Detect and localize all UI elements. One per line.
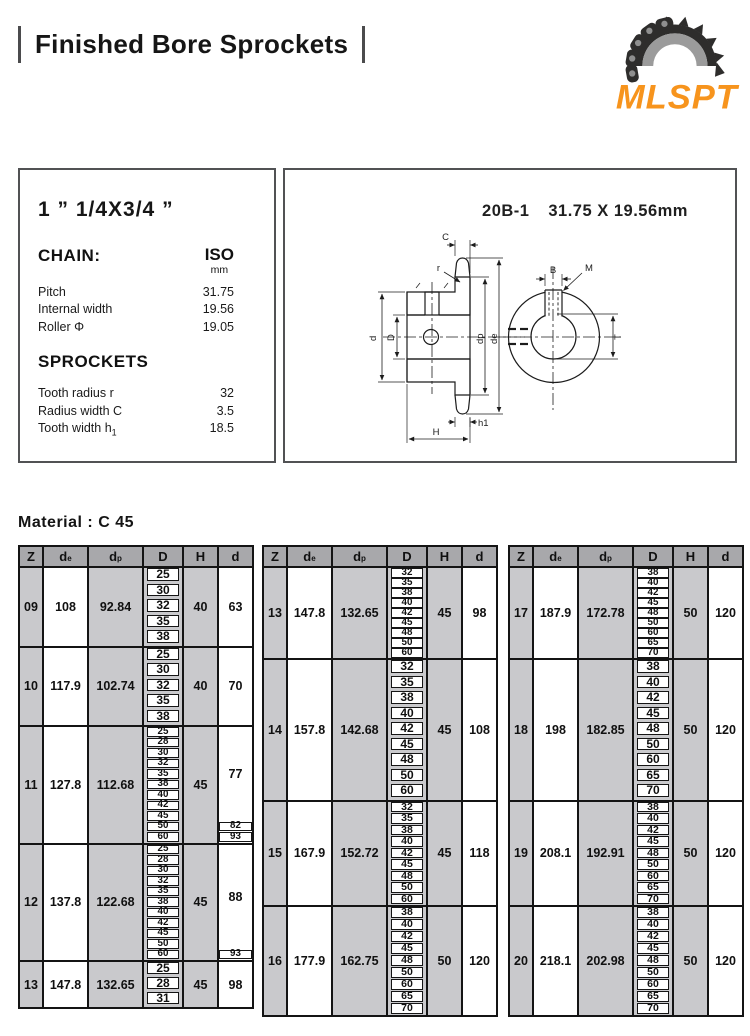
iso-unit-sub: mm <box>210 264 229 276</box>
logo-text: MLSPT <box>615 78 738 114</box>
page-title-block <box>18 26 365 63</box>
bore-options-column <box>144 962 184 1007</box>
bore-option: 32 <box>147 679 179 692</box>
spec-label: Tooth radius r <box>38 386 114 400</box>
bore-options-column <box>144 648 184 726</box>
bore-option: 40 <box>147 790 179 800</box>
bore-options-column <box>144 845 184 961</box>
bore-option: 48 <box>637 848 669 859</box>
table-cell-H: 50 <box>674 802 709 906</box>
spec-row-tooth-radius <box>38 385 234 403</box>
bore-option: 65 <box>637 991 669 1002</box>
table-cell-d <box>709 660 742 800</box>
bore-option: 70 <box>637 894 669 905</box>
column-header-de: d e <box>44 547 89 566</box>
column-header-D: D <box>388 547 428 566</box>
chain-size-title: 1 ” 1/4X3/4 ” <box>38 198 174 221</box>
spec-row-radius-width <box>38 403 234 421</box>
hub-diameter-override: 82 <box>219 822 252 832</box>
bore-option: 38 <box>147 710 179 723</box>
sprockets-heading: SPROCKETS <box>38 352 149 371</box>
table-header-row <box>20 547 252 568</box>
table-group-z09 <box>20 568 252 646</box>
table-cell-H: 40 <box>184 568 219 646</box>
table-cell-da: 167.9 <box>288 802 333 906</box>
spec-row-internal-width <box>38 301 234 319</box>
dim-label-D: D <box>386 334 397 341</box>
bore-option: 32 <box>391 660 423 673</box>
bore-option: 70 <box>637 784 669 797</box>
bore-option: 60 <box>391 979 423 990</box>
chain-spec-rows <box>20 284 274 337</box>
table-cell-H: 45 <box>184 962 219 1007</box>
table-cell-H: 40 <box>184 648 219 726</box>
hub-diameter-override: 93 <box>219 832 252 842</box>
spec-row-roller <box>38 319 234 337</box>
spec-value: 31.75 <box>202 284 234 299</box>
bore-option: 45 <box>637 707 669 720</box>
bore-option: 60 <box>147 950 179 960</box>
table-cell-H: 45 <box>428 568 463 658</box>
bore-option: 60 <box>391 784 423 797</box>
table-cell-z: 13 <box>20 962 44 1007</box>
bore-option: 48 <box>637 608 669 618</box>
bore-option: 38 <box>637 802 669 813</box>
bore-option: 40 <box>391 919 423 930</box>
bore-option: 38 <box>637 568 669 578</box>
table-cell-da: 177.9 <box>288 907 333 1015</box>
table-cell-d <box>463 802 496 906</box>
column-header-Z: Z <box>20 547 44 566</box>
bore-options-column <box>634 568 674 658</box>
bore-option: 38 <box>637 660 669 673</box>
bore-option: 50 <box>637 738 669 751</box>
hub-diameter-value: 108 <box>469 722 490 737</box>
dim-label-H: H <box>432 427 440 438</box>
bore-option: 35 <box>147 615 179 628</box>
sprocket-section-view <box>368 232 525 443</box>
bore-option: 38 <box>637 907 669 918</box>
bore-option: 50 <box>637 618 669 628</box>
bore-option: 25 <box>147 845 179 855</box>
sprocket-table-1 <box>18 545 254 1009</box>
bore-option: 45 <box>147 929 179 939</box>
bore-option: 60 <box>637 628 669 638</box>
table-cell-z: 11 <box>20 727 44 843</box>
hub-diameter-value: 98 <box>228 977 243 992</box>
bore-options-column <box>144 568 184 646</box>
hub-diameter-value: 88 <box>228 890 243 904</box>
bore-option: 50 <box>391 882 423 893</box>
bore-option: 50 <box>147 939 179 949</box>
table-cell-d <box>219 648 252 726</box>
spec-label: Roller Φ <box>38 319 85 334</box>
hub-diameter-value: 98 <box>472 606 487 620</box>
table-group-z17 <box>510 568 742 658</box>
sprocket-spec-rows <box>20 385 274 442</box>
bore-options-column <box>634 907 674 1015</box>
bore-option: 65 <box>637 769 669 782</box>
bore-option: 60 <box>391 648 423 658</box>
bore-option: 38 <box>147 780 179 790</box>
table-cell-da: 157.8 <box>288 660 333 800</box>
table-cell-da: 147.8 <box>288 568 333 658</box>
sprocket-technical-drawing <box>285 170 735 461</box>
table-cell-dp: 132.65 <box>333 568 388 658</box>
bore-option: 42 <box>391 931 423 942</box>
table-cell-d <box>219 727 252 843</box>
bore-options-column <box>634 660 674 800</box>
column-header-D: D <box>144 547 184 566</box>
column-header-d: d <box>219 547 252 566</box>
table-cell-dp: 182.85 <box>579 660 634 800</box>
hub-diameter-value: 70 <box>228 679 243 694</box>
bore-option: 35 <box>391 676 423 689</box>
table-group-z13 <box>20 960 252 1007</box>
bore-option: 32 <box>147 876 179 886</box>
bore-option: 38 <box>391 691 423 704</box>
column-header-d: d <box>709 547 742 566</box>
spec-label: Internal width <box>38 302 113 316</box>
bore-option: 30 <box>147 748 179 758</box>
bore-option: 60 <box>637 753 669 766</box>
spec-value: 18.5 <box>209 421 234 435</box>
bore-option: 40 <box>391 707 423 720</box>
bore-option: 48 <box>637 955 669 966</box>
bore-option: 32 <box>391 568 423 578</box>
table-cell-z: 18 <box>510 660 534 800</box>
bore-options-column <box>388 802 428 906</box>
material-label: Material : C 45 <box>18 514 134 531</box>
table-cell-z: 12 <box>20 845 44 961</box>
bore-option: 42 <box>391 722 423 735</box>
table-cell-dp: 112.68 <box>89 727 144 843</box>
logo <box>594 12 742 114</box>
table-group-z16 <box>264 905 496 1015</box>
bore-option: 30 <box>147 866 179 876</box>
bore-option: 40 <box>391 598 423 608</box>
hub-diameter-value: 120 <box>715 606 736 620</box>
bore-option: 28 <box>147 855 179 865</box>
column-header-d: d <box>463 547 496 566</box>
drawing-title: 20B-1 31.75 X 19.56mm <box>482 202 688 220</box>
table-cell-d <box>219 962 252 1007</box>
table-cell-da: 198 <box>534 660 579 800</box>
table-cell-z: 20 <box>510 907 534 1015</box>
column-header-dp: d p <box>579 547 634 566</box>
spec-label: Radius width C <box>38 403 123 418</box>
table-cell-da: 208.1 <box>534 802 579 906</box>
table-cell-dp: 102.74 <box>89 648 144 726</box>
bore-option: 60 <box>637 871 669 882</box>
bore-option: 25 <box>147 568 179 581</box>
bore-option: 70 <box>637 648 669 658</box>
chain-heading: CHAIN: <box>38 246 101 265</box>
dim-label-r: r <box>436 263 440 274</box>
bore-option: 35 <box>391 578 423 588</box>
spec-box <box>18 168 276 463</box>
table-cell-dp: 142.68 <box>333 660 388 800</box>
spec-row-tooth-width <box>38 420 234 442</box>
table-cell-z: 14 <box>264 660 288 800</box>
spec-value: 19.56 <box>202 302 234 316</box>
bore-option: 42 <box>391 608 423 618</box>
bore-option: 40 <box>637 676 669 689</box>
table-group-z11 <box>20 725 252 843</box>
bore-option: 38 <box>391 825 423 836</box>
table-cell-d <box>709 568 742 658</box>
spec-row-pitch <box>38 284 234 302</box>
drawing-box <box>283 168 737 463</box>
table-group-z13 <box>264 568 496 658</box>
table-cell-d <box>709 802 742 906</box>
table-cell-dp: 172.78 <box>579 568 634 658</box>
bore-option: 25 <box>147 648 179 661</box>
table-cell-z: 17 <box>510 568 534 658</box>
table-cell-z: 19 <box>510 802 534 906</box>
table-cell-d <box>463 660 496 800</box>
bore-option: 60 <box>147 832 179 842</box>
table-cell-z: 15 <box>264 802 288 906</box>
table-cell-z: 10 <box>20 648 44 726</box>
dim-label-dp: dp <box>475 333 486 344</box>
bore-option: 35 <box>147 887 179 897</box>
bore-option: 45 <box>637 943 669 954</box>
bore-option: 65 <box>637 638 669 648</box>
bore-option: 48 <box>391 871 423 882</box>
table-cell-d <box>709 907 742 1015</box>
table-cell-dp: 92.84 <box>89 568 144 646</box>
bore-option: 60 <box>637 979 669 990</box>
sprocket-chain-icon <box>594 12 742 114</box>
table-group-z18 <box>510 658 742 800</box>
bore-option: 50 <box>637 967 669 978</box>
table-cell-H: 45 <box>184 727 219 843</box>
table-cell-H: 45 <box>428 660 463 800</box>
bore-option: 45 <box>147 811 179 821</box>
table-group-z14 <box>264 658 496 800</box>
table-group-z10 <box>20 646 252 726</box>
bore-option: 42 <box>637 931 669 942</box>
bore-option: 50 <box>391 769 423 782</box>
table-cell-dp: 202.98 <box>579 907 634 1015</box>
spec-value: 19.05 <box>202 319 234 334</box>
bore-option: 31 <box>147 992 179 1004</box>
spec-value: 3.5 <box>216 403 234 418</box>
column-header-de: d e <box>288 547 333 566</box>
bore-option: 30 <box>147 584 179 597</box>
spec-label: Tooth width $h_1$ <box>38 421 117 438</box>
column-header-de: d e <box>534 547 579 566</box>
sprocket-front-view <box>499 263 624 410</box>
table-cell-da: 127.8 <box>44 727 89 843</box>
bore-option: 32 <box>147 759 179 769</box>
dim-label-B: B <box>549 265 557 276</box>
hub-diameter-value: 77 <box>228 767 243 782</box>
hub-diameter-value: 120 <box>715 722 736 737</box>
table-cell-dp: 192.91 <box>579 802 634 906</box>
table-cell-da: 218.1 <box>534 907 579 1015</box>
bore-option: 38 <box>391 588 423 598</box>
table-group-z15 <box>264 800 496 906</box>
table-cell-dp: 132.65 <box>89 962 144 1007</box>
spec-label: Pitch <box>38 284 66 299</box>
bore-option: 40 <box>637 813 669 824</box>
column-header-D: D <box>634 547 674 566</box>
table-cell-dp: 152.72 <box>333 802 388 906</box>
bore-options-column <box>634 802 674 906</box>
table-cell-dp: 122.68 <box>89 845 144 961</box>
page-title: Finished Bore Sprockets <box>18 26 365 63</box>
hub-diameter-value: 120 <box>715 954 736 968</box>
bore-option: 65 <box>391 991 423 1002</box>
column-header-Z: Z <box>264 547 288 566</box>
column-header-dp: d p <box>89 547 144 566</box>
bore-option: 70 <box>637 1003 669 1014</box>
table-cell-da: 117.9 <box>44 648 89 726</box>
bore-option: 28 <box>147 738 179 748</box>
bore-option: 42 <box>637 588 669 598</box>
column-header-H: H <box>184 547 219 566</box>
bore-option: 40 <box>391 836 423 847</box>
table-cell-H: 50 <box>674 907 709 1015</box>
bore-option: 45 <box>637 598 669 608</box>
table-cell-z: 13 <box>264 568 288 658</box>
table-cell-H: 45 <box>428 802 463 906</box>
bore-option: 35 <box>147 769 179 779</box>
bore-option: 42 <box>147 918 179 928</box>
sprocket-table-3 <box>508 545 744 1017</box>
bore-option: 42 <box>637 825 669 836</box>
table-group-z12 <box>20 843 252 961</box>
hub-diameter-value: 120 <box>715 846 736 861</box>
column-header-Z: Z <box>510 547 534 566</box>
table-cell-d <box>219 568 252 646</box>
bore-option: 45 <box>637 836 669 847</box>
bore-option: 42 <box>637 691 669 704</box>
table-cell-da: 147.8 <box>44 962 89 1007</box>
dim-label-h1: h1 <box>478 418 489 429</box>
table-cell-d <box>463 907 496 1015</box>
hub-diameter-value: 63 <box>228 599 243 614</box>
dim-label-C: C <box>442 232 449 243</box>
bore-option: 50 <box>391 967 423 978</box>
hub-diameter-value: 120 <box>469 954 490 968</box>
table-cell-H: 50 <box>428 907 463 1015</box>
hub-diameter-override: 93 <box>219 950 252 960</box>
bore-option: 38 <box>147 897 179 907</box>
dim-label-d: d <box>368 335 379 341</box>
table-cell-da: 108 <box>44 568 89 646</box>
dim-label-M: M <box>585 263 593 274</box>
table-cell-H: 50 <box>674 660 709 800</box>
bore-option: 65 <box>637 882 669 893</box>
bore-option: 48 <box>637 722 669 735</box>
bore-option: 50 <box>147 822 179 832</box>
column-header-H: H <box>428 547 463 566</box>
bore-option: 40 <box>637 578 669 588</box>
bore-option: 40 <box>637 919 669 930</box>
table-group-z19 <box>510 800 742 906</box>
bore-option: 50 <box>391 638 423 648</box>
column-header-dp: d p <box>333 547 388 566</box>
table-cell-dp: 162.75 <box>333 907 388 1015</box>
bore-option: 40 <box>147 908 179 918</box>
table-group-z20 <box>510 905 742 1015</box>
bore-option: 50 <box>637 859 669 870</box>
column-header-H: H <box>674 547 709 566</box>
table-cell-H: 50 <box>674 568 709 658</box>
table-header-row <box>264 547 496 568</box>
bore-option: 42 <box>391 848 423 859</box>
bore-option: 32 <box>147 599 179 612</box>
bore-option: 42 <box>147 801 179 811</box>
table-header-row <box>510 547 742 568</box>
bore-option: 60 <box>391 894 423 905</box>
hub-diameter-value: 118 <box>469 846 490 861</box>
bore-option: 38 <box>391 907 423 918</box>
bore-option: 45 <box>391 859 423 870</box>
bore-options-column <box>388 568 428 658</box>
bore-option: 30 <box>147 663 179 676</box>
bore-options-column <box>388 907 428 1015</box>
bore-option: 48 <box>391 753 423 766</box>
table-cell-d <box>219 845 252 961</box>
bore-option: 25 <box>147 962 179 974</box>
table-cell-da: 187.9 <box>534 568 579 658</box>
bore-option: 35 <box>147 694 179 707</box>
table-cell-z: 09 <box>20 568 44 646</box>
bore-option: 35 <box>391 813 423 824</box>
chain-heading-row <box>38 246 234 276</box>
sprocket-table-2 <box>262 545 498 1017</box>
bore-option: 38 <box>147 630 179 643</box>
bore-option: 25 <box>147 727 179 737</box>
bore-option: 48 <box>391 955 423 966</box>
bore-option: 45 <box>391 618 423 628</box>
bore-option: 28 <box>147 977 179 989</box>
bore-options-column <box>144 727 184 843</box>
dim-label-T: T <box>613 334 624 340</box>
bore-option: 32 <box>391 802 423 813</box>
bore-option: 45 <box>391 943 423 954</box>
table-cell-d <box>463 568 496 658</box>
table-cell-z: 16 <box>264 907 288 1015</box>
table-cell-da: 137.8 <box>44 845 89 961</box>
bore-option: 70 <box>391 1003 423 1014</box>
iso-heading: ISO <box>204 245 234 264</box>
iso-unit-block <box>205 246 234 276</box>
spec-value: 32 <box>220 386 234 400</box>
dim-label-de: de <box>489 333 500 344</box>
table-cell-H: 45 <box>184 845 219 961</box>
bore-options-column <box>388 660 428 800</box>
bore-option: 45 <box>391 738 423 751</box>
bore-option: 48 <box>391 628 423 638</box>
